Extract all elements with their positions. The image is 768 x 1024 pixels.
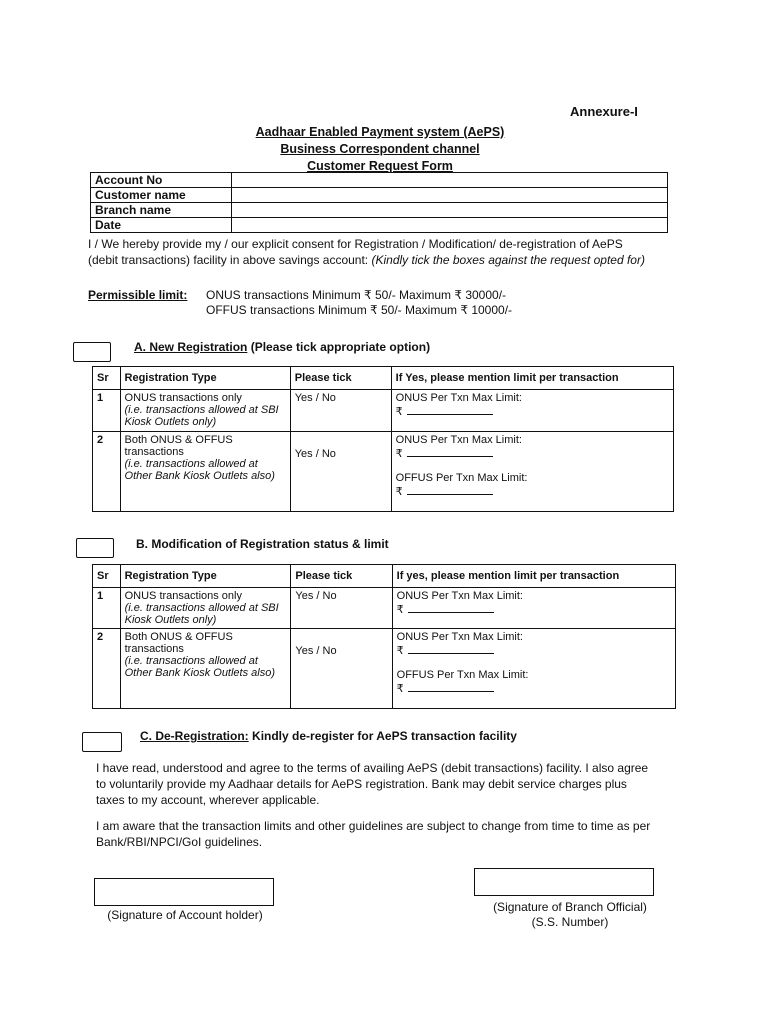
rupee-symbol: ₹ — [396, 645, 404, 657]
section-c-title: C. De-Registration: — [140, 729, 249, 743]
offus-limit-label: OFFUS Per Txn Max Limit: — [395, 472, 528, 484]
row-sr: 2 — [93, 629, 121, 709]
row-type-note: (i.e. transactions allowed at Other Bank Kiosk Outlets also) — [124, 458, 275, 482]
col-limit: If yes, please mention limit per transaction — [392, 565, 675, 588]
rupee-symbol: ₹ — [395, 448, 403, 460]
section-a-title: A. New Registration — [134, 340, 248, 354]
ss-number-label: (S.S. Number) — [531, 915, 609, 929]
col-registration-type: Registration Type — [120, 565, 291, 588]
col-registration-type: Registration Type — [120, 367, 290, 390]
yes-no-option[interactable]: Yes / No — [291, 588, 392, 629]
row-sr: 1 — [93, 390, 121, 432]
rupee-symbol: ₹ — [396, 604, 404, 616]
col-please-tick: Please tick — [291, 565, 392, 588]
col-please-tick: Please tick — [290, 367, 391, 390]
col-limit: If Yes, please mention limit per transaction — [391, 367, 673, 390]
onus-limit-input[interactable] — [407, 404, 493, 415]
date-label: Date — [91, 218, 232, 233]
row-sr: 2 — [93, 432, 121, 512]
branch-official-title: (Signature of Branch Official) — [493, 900, 647, 914]
section-a-heading — [134, 340, 430, 354]
row-limit — [392, 588, 675, 629]
agreement-paragraph: I have read, understood and agree to the terms of availing AePS (debit transactions) facility. I also agree to voluntarily provide my Aadhaar details for AePS registration. Bank may debit service charges plus taxes to my account, wherever applicable. — [96, 761, 649, 807]
offus-limit-input[interactable] — [408, 681, 494, 692]
form-title — [230, 124, 530, 175]
row-limit — [391, 432, 673, 512]
onus-limit-label: ONUS Per Txn Max Limit: — [395, 392, 522, 404]
title-line-1: Aadhaar Enabled Payment system (AePS) — [255, 125, 505, 139]
section-b-heading: B. Modification of Registration status & limit — [136, 537, 389, 551]
section-a-table — [92, 366, 674, 512]
account-details-table — [90, 172, 668, 233]
section-c-checkbox[interactable] — [82, 732, 122, 752]
consent-main: I / We hereby provide my / our explicit consent for Registration / Modification/ de-registration of AePS (debit transactions) facility in above savings account: — [88, 237, 623, 267]
row-type-note: (i.e. transactions allowed at SBI Kiosk Outlets only) — [124, 602, 279, 626]
row-type-note: (i.e. transactions allowed at SBI Kiosk Outlets only) — [124, 404, 279, 428]
section-b-checkbox[interactable] — [76, 538, 114, 558]
table-row — [93, 588, 676, 629]
row-sr: 1 — [93, 588, 121, 629]
yes-no-option[interactable]: Yes / No — [290, 390, 391, 432]
row-limit — [392, 629, 675, 709]
customer-name-field[interactable] — [232, 188, 668, 203]
account-no-field[interactable] — [232, 173, 668, 188]
section-b-table — [92, 564, 676, 709]
rupee-symbol: ₹ — [395, 486, 403, 498]
row-type-label: Both ONUS & OFFUS transactions — [124, 434, 233, 458]
onus-limit-input[interactable] — [407, 446, 493, 457]
row-type-label: ONUS transactions only — [124, 392, 242, 404]
row-type-label: Both ONUS & OFFUS transactions — [124, 631, 233, 655]
table-row — [93, 390, 674, 432]
customer-name-label: Customer name — [91, 188, 232, 203]
annexure-label: Annexure-I — [570, 104, 638, 119]
row-type-note: (i.e. transactions allowed at Other Bank Kiosk Outlets also) — [124, 655, 276, 679]
guidelines-paragraph: I am aware that the transaction limits and other guidelines are subject to change from time to time as per Bank/RBI/NPCI/GoI guidelines. — [96, 819, 651, 849]
onus-limit-label: ONUS Per Txn Max Limit: — [396, 590, 523, 602]
row-limit — [391, 390, 673, 432]
account-holder-signature-box[interactable] — [94, 878, 274, 906]
section-a-note: (Please tick appropriate option) — [247, 340, 431, 354]
account-no-label: Account No — [91, 173, 232, 188]
row-type — [120, 432, 290, 512]
section-a-checkbox[interactable] — [73, 342, 111, 362]
row-type-label: ONUS transactions only — [124, 590, 242, 602]
rupee-symbol: ₹ — [396, 683, 404, 695]
branch-name-field[interactable] — [232, 203, 668, 218]
yes-no-option[interactable]: Yes / No — [291, 629, 392, 709]
branch-name-label: Branch name — [91, 203, 232, 218]
date-field[interactable] — [232, 218, 668, 233]
branch-official-signature-box[interactable] — [474, 868, 654, 896]
section-c-heading — [140, 729, 517, 743]
table-row — [93, 432, 674, 512]
offus-limit: OFFUS transactions Minimum ₹ 50/- Maximum ₹ 10000/- — [206, 303, 513, 317]
permissible-limit-label: Permissible limit: — [88, 288, 188, 302]
col-sr: Sr — [93, 367, 121, 390]
onus-limit-label: ONUS Per Txn Max Limit: — [396, 631, 523, 643]
row-type — [120, 588, 291, 629]
onus-limit: ONUS transactions Minimum ₹ 50/- Maximum ₹ 30000/- — [206, 288, 507, 302]
row-type — [120, 390, 290, 432]
account-holder-signature-label: (Signature of Account holder) — [107, 908, 263, 922]
onus-limit-input[interactable] — [408, 602, 494, 613]
yes-no-option[interactable]: Yes / No — [290, 432, 391, 512]
row-type — [120, 629, 291, 709]
branch-official-signature-label — [470, 900, 670, 930]
table-row — [93, 629, 676, 709]
onus-limit-label: ONUS Per Txn Max Limit: — [395, 434, 522, 446]
offus-limit-label: OFFUS Per Txn Max Limit: — [396, 669, 529, 681]
title-line-3: Customer Request Form — [307, 159, 453, 173]
consent-note: (Kindly tick the boxes against the request opted for) — [371, 253, 645, 267]
title-line-2: Business Correspondent channel — [280, 142, 480, 156]
offus-limit-input[interactable] — [407, 484, 493, 495]
col-sr: Sr — [93, 565, 121, 588]
permissible-limits — [88, 288, 512, 318]
section-c-note: Kindly de-register for AePS transaction facility — [248, 729, 517, 743]
consent-text — [88, 236, 650, 268]
onus-limit-input[interactable] — [408, 643, 494, 654]
rupee-symbol: ₹ — [395, 406, 403, 418]
